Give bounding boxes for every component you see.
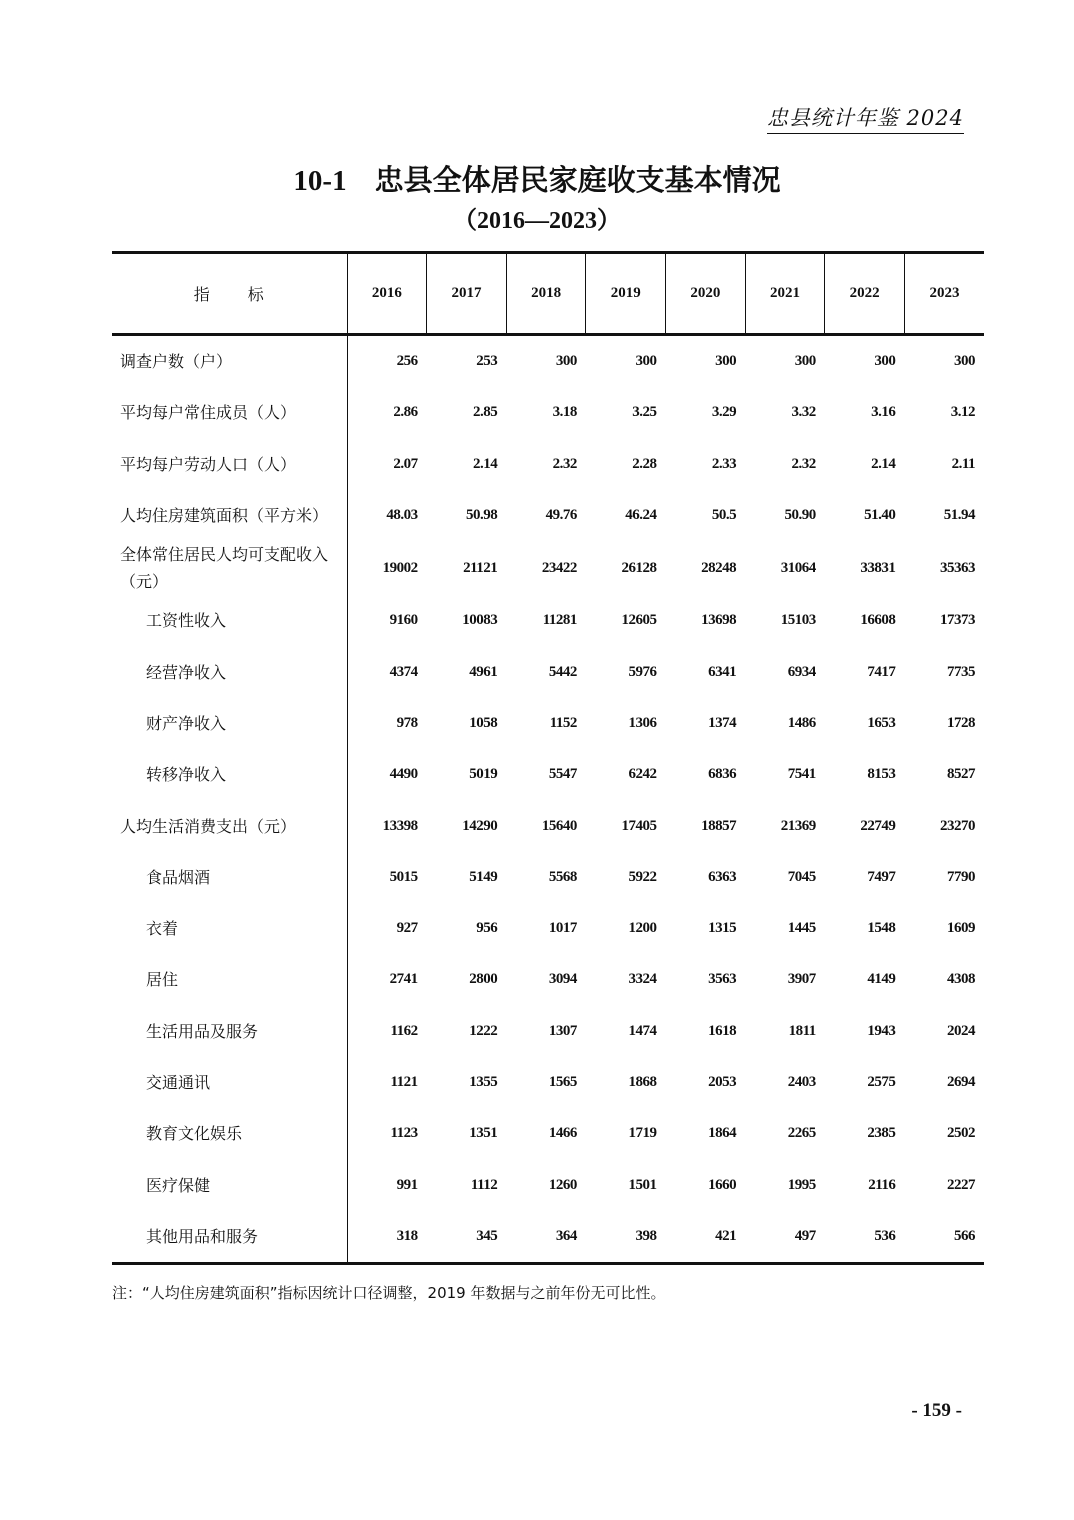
header-year: 2017 (427, 253, 507, 335)
table-title (0, 158, 1074, 199)
table-title-text: 忠县全体居民家庭收支基本情况 (374, 163, 781, 197)
header-year: 2016 (347, 253, 427, 335)
cell-value: 1618 (708, 1022, 737, 1039)
cell-value: 15640 (541, 817, 577, 834)
cell-value: 2694 (947, 1074, 975, 1090)
cell-value: 1058 (469, 714, 498, 731)
cell-value: 6242 (628, 766, 657, 783)
cell-value: 1315 (708, 920, 737, 937)
cell-value: 1445 (787, 920, 816, 937)
cell-value: 5019 (469, 766, 498, 783)
cell-value: 49.76 (545, 507, 577, 524)
cell-value: 12605 (621, 612, 657, 629)
cell-value: 50.98 (466, 507, 498, 524)
cell-value: 21369 (780, 817, 816, 834)
table-row (112, 1108, 984, 1159)
cell-value: 3.29 (711, 404, 737, 421)
row-label: 工资性收入 (112, 595, 347, 646)
cell-value: 364 (506, 1211, 586, 1264)
cell-value: 497 (745, 1211, 825, 1264)
cell-value: 19002 (382, 559, 418, 576)
row-label: 居住 (112, 954, 347, 1005)
cell-value: 2.86 (393, 404, 418, 421)
cell-value: 1943 (867, 1022, 896, 1039)
cell-value: 1868 (628, 1074, 657, 1090)
cell-value: 7735 (947, 663, 975, 680)
cell-value: 31064 (780, 559, 816, 576)
cell-value: 5922 (628, 868, 657, 885)
cell-value: 17405 (621, 817, 657, 834)
cell-value: 33831 (860, 559, 896, 576)
cell-value: 2024 (947, 1022, 975, 1039)
cell-value: 1260 (548, 1176, 577, 1193)
cell-value: 5442 (548, 663, 577, 680)
table-row (112, 800, 984, 851)
cell-value: 3.12 (950, 404, 975, 421)
cell-value: 26128 (621, 559, 657, 576)
cell-value: 6341 (708, 663, 737, 680)
cell-value: 6363 (708, 868, 737, 885)
cell-value: 2.28 (632, 455, 657, 472)
table-row (112, 852, 984, 903)
cell-value: 300 (954, 353, 975, 370)
row-label: 财产净收入 (112, 698, 347, 749)
cell-value: 23270 (940, 817, 975, 834)
footnote: 注：“人均住房建筑面积”指标因统计口径调整，2019 年数据与之前年份无可比性。 (112, 1284, 666, 1302)
cell-value: 13398 (382, 817, 418, 834)
cell-value: 1112 (470, 1176, 498, 1193)
header-year: 2018 (506, 253, 586, 335)
cell-value: 1355 (469, 1074, 498, 1090)
cell-value: 10083 (462, 612, 498, 629)
cell-value: 35363 (940, 559, 975, 576)
cell-value: 1660 (708, 1176, 737, 1193)
cell-value: 5547 (548, 766, 577, 783)
data-table (112, 251, 984, 1265)
cell-value: 2741 (389, 971, 418, 988)
cell-value: 2227 (947, 1176, 975, 1193)
cell-value: 7790 (947, 868, 975, 885)
table-row (112, 595, 984, 646)
row-label: 人均住房建筑面积（平方米） (112, 490, 347, 541)
cell-value: 2053 (708, 1074, 737, 1090)
cell-value: 21121 (463, 559, 498, 576)
cell-value: 46.24 (625, 507, 657, 524)
table-row (112, 387, 984, 438)
cell-value: 1864 (708, 1125, 737, 1142)
cell-value: 18857 (701, 817, 737, 834)
cell-value: 50.5 (711, 507, 737, 524)
table-row (112, 1006, 984, 1057)
running-head: 忠县统计年鉴 2024 (767, 102, 964, 134)
cell-value: 1486 (787, 714, 816, 731)
cell-value: 2.85 (473, 404, 498, 421)
cell-value: 1121 (390, 1074, 418, 1090)
table-row (112, 541, 984, 595)
cell-value: 7045 (787, 868, 816, 885)
table-number: 10-1 (293, 165, 347, 197)
cell-value: 2575 (867, 1074, 896, 1090)
cell-value: 48.03 (386, 507, 418, 524)
header-year: 2021 (745, 253, 825, 335)
cell-value: 3324 (628, 971, 657, 988)
table-row (112, 490, 984, 541)
cell-value: 8153 (867, 766, 896, 783)
cell-value: 3094 (548, 971, 577, 988)
cell-value: 2502 (947, 1125, 975, 1142)
table-row (112, 335, 984, 388)
cell-value: 4961 (469, 663, 498, 680)
cell-value: 16608 (860, 612, 896, 629)
cell-value: 536 (825, 1211, 905, 1264)
row-label: 人均生活消费支出（元） (112, 800, 347, 851)
cell-value: 28248 (701, 559, 737, 576)
cell-value: 956 (476, 920, 498, 937)
row-label: 全体常住居民人均可支配收入（元） (112, 541, 347, 595)
cell-value: 2.33 (711, 455, 737, 472)
cell-value: 398 (586, 1211, 666, 1264)
row-label: 调查户数（户） (112, 335, 347, 388)
cell-value: 1374 (708, 714, 737, 731)
cell-value: 1995 (787, 1176, 816, 1193)
cell-value: 253 (476, 353, 498, 370)
cell-value: 3563 (708, 971, 737, 988)
row-label: 转移净收入 (112, 749, 347, 800)
row-label: 衣着 (112, 903, 347, 954)
cell-value: 7497 (867, 868, 896, 885)
row-label: 食品烟酒 (112, 852, 347, 903)
cell-value: 22749 (860, 817, 896, 834)
cell-value: 1200 (628, 920, 657, 937)
cell-value: 9160 (389, 612, 418, 629)
header-year: 2022 (825, 253, 905, 335)
cell-value: 7417 (867, 663, 896, 680)
cell-value: 1474 (628, 1022, 657, 1039)
table-row (112, 1057, 984, 1108)
cell-value: 256 (396, 353, 418, 370)
row-label: 交通通讯 (112, 1057, 347, 1108)
cell-value: 2116 (868, 1176, 896, 1193)
cell-value: 991 (396, 1176, 418, 1193)
cell-value: 4149 (867, 971, 896, 988)
cell-value: 1565 (548, 1074, 577, 1090)
cell-value: 17373 (940, 612, 975, 629)
cell-value: 345 (427, 1211, 507, 1264)
cell-value: 1162 (390, 1022, 418, 1039)
header-year: 2020 (666, 253, 746, 335)
table-row (112, 1211, 984, 1264)
cell-value: 5015 (389, 868, 418, 885)
cell-value: 300 (635, 353, 657, 370)
cell-value: 2385 (867, 1125, 896, 1142)
row-label: 平均每户劳动人口（人） (112, 439, 347, 490)
cell-value: 927 (396, 920, 418, 937)
cell-value: 978 (396, 714, 418, 731)
cell-value: 1152 (549, 714, 577, 731)
header-year: 2023 (904, 253, 984, 335)
cell-value: 1728 (947, 714, 975, 731)
cell-value: 1501 (628, 1176, 657, 1193)
cell-value: 7541 (787, 766, 816, 783)
cell-value: 1222 (469, 1022, 498, 1039)
header-indicator: 指标 (112, 253, 347, 335)
page-number: - 159 - (911, 1400, 962, 1421)
cell-value: 4308 (947, 971, 975, 988)
cell-value: 3.16 (871, 404, 896, 421)
cell-value: 566 (904, 1211, 984, 1264)
cell-value: 6836 (708, 766, 737, 783)
row-label: 医疗保健 (112, 1159, 347, 1210)
row-label: 教育文化娱乐 (112, 1108, 347, 1159)
cell-value: 1351 (469, 1125, 498, 1142)
table-row (112, 954, 984, 1005)
cell-value: 1306 (628, 714, 657, 731)
cell-value: 1466 (548, 1125, 577, 1142)
cell-value: 318 (347, 1211, 427, 1264)
cell-value: 3.18 (552, 404, 577, 421)
row-label: 经营净收入 (112, 646, 347, 697)
cell-value: 421 (666, 1211, 746, 1264)
cell-value: 2403 (787, 1074, 816, 1090)
cell-value: 1123 (390, 1125, 418, 1142)
cell-value: 2.32 (791, 455, 816, 472)
cell-value: 300 (794, 353, 816, 370)
table-row (112, 439, 984, 490)
cell-value: 1307 (548, 1022, 577, 1039)
cell-value: 300 (715, 353, 737, 370)
cell-value: 2265 (787, 1125, 816, 1142)
table-subtitle: （2016—2023） (453, 208, 621, 234)
table-row (112, 698, 984, 749)
cell-value: 2.32 (552, 455, 577, 472)
header-year: 2019 (586, 253, 666, 335)
cell-value: 5149 (469, 868, 498, 885)
cell-value: 1811 (788, 1022, 816, 1039)
cell-value: 2.14 (473, 455, 498, 472)
cell-value: 11281 (542, 612, 577, 629)
cell-value: 23422 (541, 559, 577, 576)
cell-value: 3907 (787, 971, 816, 988)
cell-value: 13698 (701, 612, 737, 629)
cell-value: 5976 (628, 663, 657, 680)
cell-value: 300 (555, 353, 577, 370)
row-label: 其他用品和服务 (112, 1211, 347, 1264)
cell-value: 8527 (947, 766, 975, 783)
cell-value: 2.07 (393, 455, 418, 472)
cell-value: 3.32 (791, 404, 816, 421)
table-row (112, 749, 984, 800)
cell-value: 50.90 (784, 507, 816, 524)
cell-value: 4490 (389, 766, 418, 783)
cell-value: 51.94 (943, 507, 975, 524)
table-row (112, 646, 984, 697)
cell-value: 4374 (389, 663, 418, 680)
table-row (112, 1159, 984, 1210)
cell-value: 3.25 (632, 404, 657, 421)
cell-value: 300 (874, 353, 896, 370)
table-row (112, 903, 984, 954)
cell-value: 6934 (787, 663, 816, 680)
cell-value: 1017 (548, 920, 577, 937)
cell-value: 51.40 (864, 507, 896, 524)
row-label: 生活用品及服务 (112, 1006, 347, 1057)
cell-value: 15103 (780, 612, 816, 629)
cell-value: 2800 (469, 971, 498, 988)
cell-value: 1609 (947, 920, 975, 937)
cell-value: 2.14 (871, 455, 896, 472)
cell-value: 1719 (628, 1125, 657, 1142)
header-row (112, 253, 984, 335)
cell-value: 1548 (867, 920, 896, 937)
cell-value: 5568 (548, 868, 577, 885)
cell-value: 14290 (462, 817, 498, 834)
row-label: 平均每户常住成员（人） (112, 387, 347, 438)
cell-value: 1653 (867, 714, 896, 731)
cell-value: 2.11 (951, 455, 975, 472)
